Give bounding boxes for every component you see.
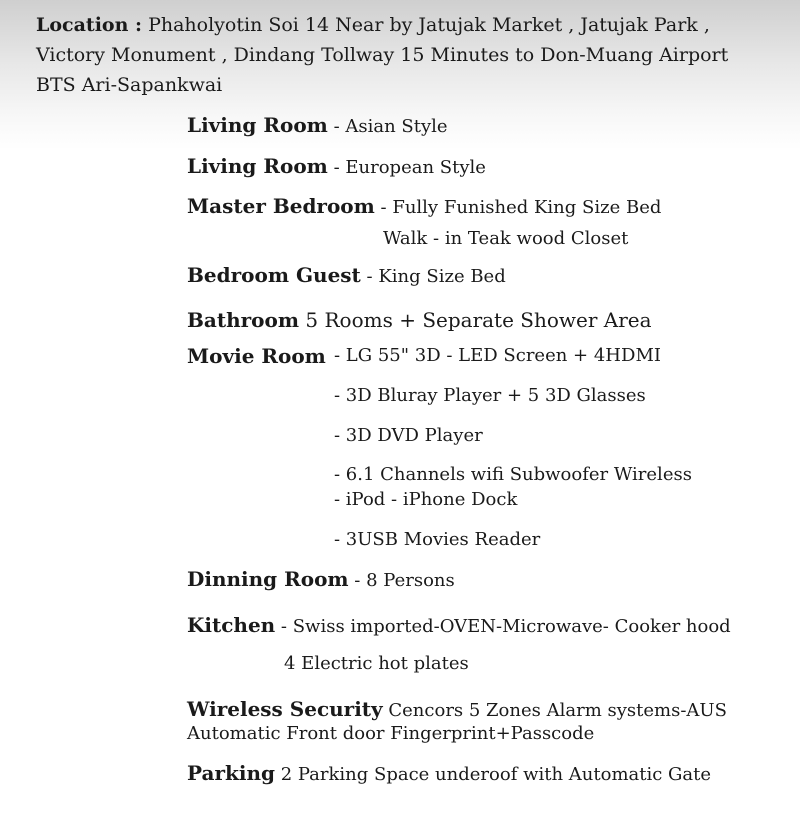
movie-item: - 3D Bluray Player + 5 3D Glasses (334, 385, 646, 406)
feature-desc: Cencors 5 Zones Alarm systems-AUS (382, 700, 727, 721)
movie-item: - 6.1 Channels wifi Subwoofer Wireless (334, 464, 692, 485)
living-room-european (187, 156, 486, 177)
location-line-3: BTS Ari-Sapankwai (36, 74, 223, 96)
feature-title: Master Bedroom (187, 194, 375, 218)
feature-desc: - Asian Style (327, 116, 448, 137)
feature-title: Living Room (187, 154, 328, 178)
location-label: Location : (36, 14, 143, 36)
movie-item: - LG 55" 3D - LED Screen + 4HDMI (334, 345, 661, 366)
dining-room (187, 569, 455, 590)
feature-title: Bedroom Guest (187, 263, 361, 287)
feature-desc: - Fully Funished King Size Bed (374, 197, 662, 218)
living-room-asian (187, 115, 448, 136)
kitchen (187, 615, 731, 636)
movie-item: - iPod - iPhone Dock (334, 489, 518, 510)
wireless-security (187, 699, 727, 720)
movie-item: - 3D DVD Player (334, 425, 483, 446)
location-text-1: Phaholyotin Soi 14 Near by Jatujak Market , Jatujak Park , (148, 14, 710, 36)
master-bedroom-closet: Walk - in Teak wood Closet (383, 228, 629, 249)
kitchen-hot-plates: 4 Electric hot plates (284, 653, 469, 674)
movie-item: - 3USB Movies Reader (334, 529, 541, 550)
feature-desc: 5 Rooms + Separate Shower Area (299, 308, 652, 332)
feature-desc: 2 Parking Space underoof with Automatic Gate (274, 764, 712, 785)
feature-desc: - Swiss imported-OVEN-Microwave- Cooker hood (275, 616, 731, 637)
feature-title: Living Room (187, 113, 328, 137)
parking (187, 763, 711, 784)
bedroom-guest (187, 265, 506, 286)
bathroom (187, 310, 652, 330)
movie-room-title: Movie Room (187, 344, 326, 368)
location-line-2: Victory Monument , Dindang Tollway 15 Minutes to Don-Muang Airport (36, 44, 729, 66)
feature-desc: - 8 Persons (348, 570, 455, 591)
feature-title: Wireless Security (187, 697, 383, 721)
master-bedroom (187, 196, 661, 217)
feature-title: Parking (187, 761, 275, 785)
wireless-security-door: Automatic Front door Fingerprint+Passcode (187, 723, 595, 744)
feature-desc: - King Size Bed (360, 266, 506, 287)
feature-title: Bathroom (187, 308, 300, 332)
location-line-1 (36, 16, 710, 35)
feature-title: Dinning Room (187, 567, 349, 591)
feature-title: Kitchen (187, 613, 276, 637)
feature-desc: - European Style (327, 157, 486, 178)
